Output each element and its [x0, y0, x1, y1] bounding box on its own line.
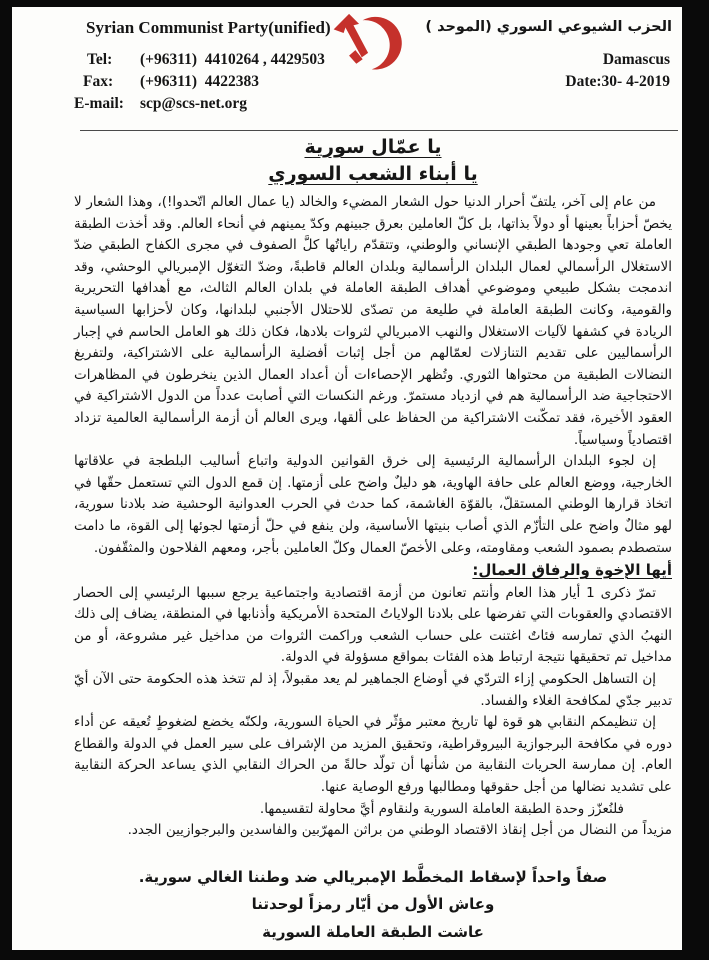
email-label: E-mail: [74, 95, 124, 112]
email-row [74, 93, 672, 115]
date: Date:30- 4-2019 [565, 73, 670, 90]
email-value: scp@scs-net.org [140, 95, 247, 112]
fax-value: (+96311) 4422383 [140, 73, 260, 90]
slogan-long-live-working-class: عاشت الطبقة العاملة السورية [262, 922, 484, 941]
section-heading-comrades: أيها الإخوة والرفاق العمال: [472, 561, 672, 580]
paragraph-mayday-sanctions: تمرّ ذكرى 1 أيار هذا العام وأنتم تعانون من أزمة اقتصادية واجتماعية يرجع سببها الرئيسي إلى الحصار الاقتصادي والعقوبات التي تفرضها على بلادنا الولاياتُ المتحدة الأمريكية وأذنابها في المنطقة، يضاف إلى ذلك النهبُ الذي تمارسه فئاتٌ اغتنت على حساب الشعب وراكمت الثروات من مداخيل غير مشروعة، أو من مداخيل تم تحقيقها نتيجة ارتباط هذه الفئات بمواقع مسؤولة في الدولة. [74, 584, 672, 666]
slogan-anti-imperialist-plan: صفاً واحداً لإسقاط المخطَّط الإمبريالي ضد وطننا الغالي سورية. [138, 867, 608, 886]
document-page [12, 7, 682, 950]
paragraph-national-economy: مزيداً من النضال من أجل إنقاذ الاقتصاد الوطني من براثن المهرّبين والفاسدين والبرجوازيين الجدد. [127, 822, 672, 839]
paragraph-government-laxity: إن التساهل الحكومي إزاء التردّي في أوضاع الجماهير لم يعد مقبولاً، إذ لم تتخذ هذه الحكومة حتى الآن أيّ تدبير جدّي لمكافحة الغلاء والفساد. [74, 671, 672, 709]
header-divider [80, 130, 678, 131]
fax-label: Fax: [83, 73, 114, 90]
tel-value: (+96311) 4410264 , 4429503 [140, 51, 325, 68]
tel-label: Tel: [87, 51, 113, 68]
document-titles [74, 136, 672, 185]
org-name-arabic: الحزب الشيوعي السوري (الموحد ) [425, 19, 672, 35]
paragraph-trade-union: إن تنظيمكم النقابي هو قوة لها تاريخ معتبر مؤثّر في الحياة السورية، ولكنّه يخضع لضغوطٍ تُعيقه عن أداء دوره في مكافحة البرجوازية البيروقراطية، وتحقيق المزيد من الإشراف على سير العمل في الدولة والقطاع العام. إن ممارسة الحريات النقابية من شأنها أن تولّد حالةً من الحراك النقابي الذي يساعد الحركة النقابية على تشديد نضالها من أجل حقوقها ومطالبها ورفع الوصاية عنها. [74, 714, 672, 796]
document-body [74, 192, 672, 946]
city: Damascus [602, 51, 670, 68]
title-line-2: يا أبناء الشعب السوري [268, 163, 478, 185]
contact-block [74, 49, 672, 115]
city-date-block [565, 49, 670, 93]
title-line-1: يا عمّال سورية [304, 136, 442, 158]
slogan-may-first-unity: وعاش الأول من أيّار رمزاً لوحدتنا [251, 895, 495, 914]
org-name-english: Syrian Communist Party(unified) [86, 18, 331, 37]
paragraph-working-class-unity: فلنُعزّز وحدة الطبقة العاملة السورية ولنقاوم أيَّ محاولة لتقسيمها. [259, 800, 624, 817]
paragraph-capitalist-crisis: إن لجوء البلدان الرأسمالية الرئيسية إلى خرق القوانين الدولية واتباع أساليب البلطجة في علاقاتها الخارجية، ووضع العالم على حافة الهاوية، هو دليلٌ واضح على أزمتها. إن قمع الدول التي تستعمل حقّها في اتخاذ قرارها الوطني المستقلّ، بالقوّة الغاشمة، كما حدث في الحرب العدوانية الوحشية ضد بلادنا سورية، لهو مثالٌ واضح على التأزّم الذي أصاب بنيتها الأساسية، ولن ينفع في حلّ أزمتها لجوئها إلى القوة، ما دامت ستصطدم بصمود الشعب ومقاومته، وعلى الأخصّ العمال وكلّ العاملين بأجر، ومعهم الفلاحون والمثقّفون. [74, 453, 672, 556]
letterhead [74, 18, 672, 115]
paragraph-intro-workers-of-world: من عام إلى آخر، يلتفّ أحرار الدنيا حول الشعار المضيء والخالد (يا عمال العالم اتّحدوا!)، وهذا الشعار لا يخصّ أحزاباً بعينها أو دولاً بذاتها، بل كلّ العاملين بعرق جبينهم وكدّ يمينهم في أنحاء العالم. وقد أخذت الطبقة العاملة تعي وجودها الطبقي الإنساني والوطني، وتتقدّم راياتُها كلَّ الصفوف في مجرى الكفاح الطبقي ضدّ الاستغلال الرأسمالي لعمال البلدان الرأسمالية وبلدان العالم قاطبةً، وضدّ التغوّل الإمبريالي الوحشي، وقد اندمجت بشكل طبيعي وموضوعي أهداف الطبقة العاملة في بلدان العالم الثالث، مع أهدافها التحريرية والقومية، وكانت الطبقة العاملة في طليعة من تصدّى للاحتلال الأجنبي لبلدانها، وكان لأحزابها السياسية الريادة في كشفها لآليات الاستغلال والنهب الامبريالي لثروات بلادها، فكان ذلك هو العامل الحاسم في إجبار الرأسماليين على تقديم التنازلات لعمّالهم من أجل إثبات أفضلية الرأسمالية على الاشتراكية، ولتفريغ النضالات الطبقية من محتواها الثوري. وتُظهر الإحصاءات أن أعداد العمال الذين ينخرطون في المظاهرات الاحتجاجية ضد الرأسمالية هم في ازدياد مستمرّ. ورغم النكسات التي أصابت عدداً من الدول الاشتراكية في العقود الأخيرة، فقد تمكّنت الاشتراكية من الحفاظ على ألقها، ويرى العالم أن أزمة الرأسمالية العالمية تزداد اقتصادياً وسياسياً. [74, 194, 672, 448]
closing-slogans [74, 864, 672, 947]
